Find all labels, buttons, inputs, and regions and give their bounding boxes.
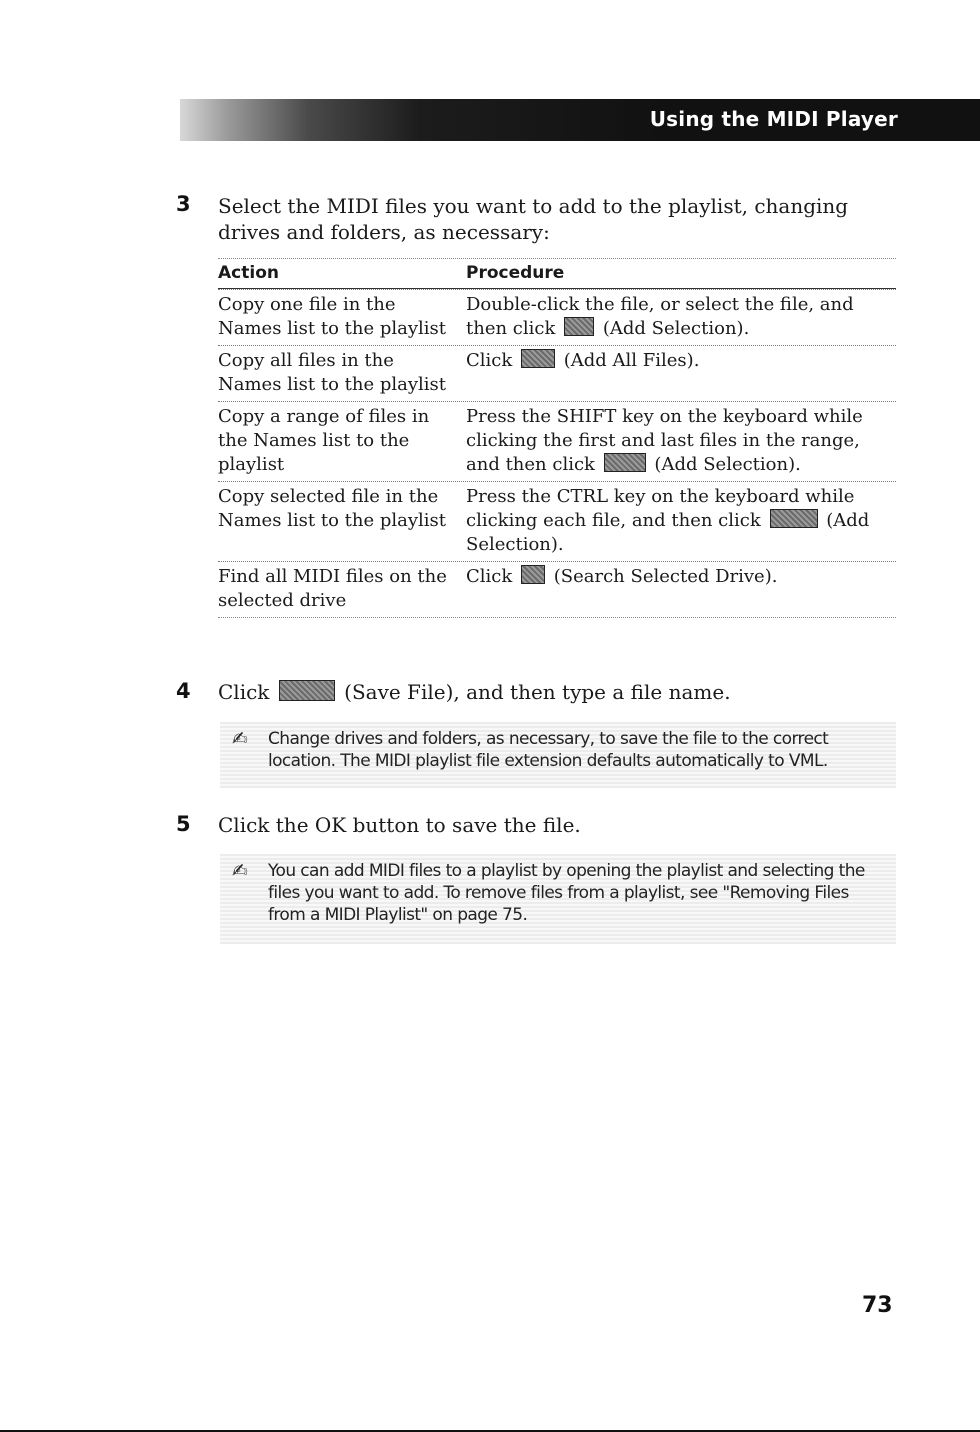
procedure-text: Press the SHIFT key on the keyboard while clicking the first and last files in the range, and then click (466, 406, 863, 475)
table-row (218, 289, 896, 345)
step-number: 4 (176, 679, 191, 703)
procedure-text: (Add All Files). (563, 350, 700, 371)
procedure-text: Click (466, 350, 513, 371)
procedure-text: (Add Selection). (602, 318, 750, 339)
procedure-text: (Add Selection). (654, 454, 801, 475)
procedure-text: Press the CTRL key on the keyboard while clicking each file, and then click (466, 486, 855, 531)
table-cell-action: Copy all files in the Names list to the playlist (218, 350, 447, 395)
note-box (220, 854, 896, 944)
note-pencil-icon: ✍ (232, 728, 248, 750)
table-row (218, 561, 896, 617)
table-cell-action: Copy a range of files in the Names list to the playlist (218, 406, 430, 475)
save-file-icon (279, 680, 335, 701)
header-title: Using the MIDI Player (649, 107, 898, 131)
search-drive-icon (521, 565, 545, 584)
step-number: 3 (176, 192, 191, 216)
table-header-action: Action (218, 263, 279, 283)
note-box (220, 722, 896, 788)
step-text-part: (Save File), and then type a file name. (344, 680, 731, 704)
procedure-text: Click (466, 566, 513, 587)
table-cell-action: Copy one file in the Names list to the playlist (218, 294, 447, 339)
add-selection-icon (770, 509, 818, 528)
table-cell-action: Copy selected file in the Names list to the playlist (218, 486, 447, 531)
table-cell-procedure (466, 346, 896, 401)
header-bar (180, 99, 980, 141)
table-cell-procedure (466, 290, 896, 345)
page-number: 73 (862, 1293, 893, 1318)
procedure-text: (Search Selected Drive). (553, 566, 778, 587)
table-row (218, 401, 896, 481)
step-text: Select the MIDI files you want to add to the playlist, changing drives and folders, as necessary: (218, 194, 849, 244)
procedure-text: (Add Selection). (466, 510, 870, 555)
add-selection-icon (604, 453, 646, 472)
table-row (218, 481, 896, 561)
table-header-row (218, 258, 896, 289)
table-bottom-rule (218, 617, 896, 618)
step-text (218, 679, 908, 705)
note-pencil-icon: ✍ (232, 860, 248, 882)
action-procedure-table (218, 258, 896, 618)
table-cell-procedure (466, 562, 896, 617)
add-all-files-icon (521, 349, 555, 368)
table-cell-action: Find all MIDI files on the selected drive (218, 566, 447, 611)
step-number: 5 (176, 812, 191, 836)
table-header-procedure: Procedure (466, 263, 565, 283)
note-text: You can add MIDI files to a playlist by opening the playlist and selecting the files you want to add. To remove files from a playlist, see "Removing Files from a MIDI Playlist" on page 75. (268, 861, 865, 925)
note-text: Change drives and folders, as necessary, to save the file to the correct location. The MIDI playlist file extension defaults automatically to VML. (268, 729, 829, 771)
procedure-text: Double-click the file, or select the file, and then click (466, 294, 854, 339)
table-cell-procedure (466, 482, 896, 561)
table-cell-procedure (466, 402, 896, 481)
add-selection-icon (564, 317, 594, 336)
step-text-part: Click (218, 680, 270, 704)
step-text: Click the OK button to save the file. (218, 813, 581, 837)
table-row (218, 345, 896, 401)
